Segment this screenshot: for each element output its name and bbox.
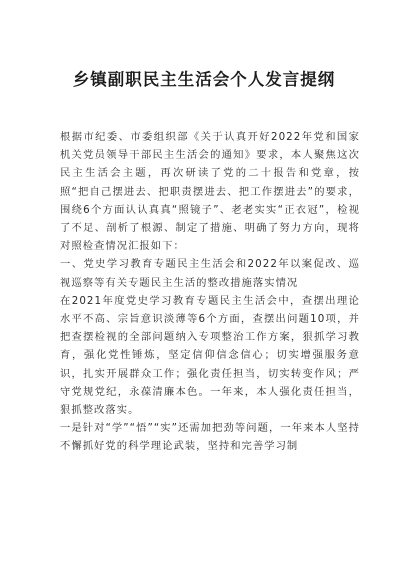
document-body (60, 128, 360, 456)
paragraph-intro: 根据市纪委、市委组织部《关于认真开好2022年党和国家机关党员领导干部民主生活会的通知》要求，本人聚焦这次民主生活会主题，再次研读了党的二十报告和党章，按照“把自己摆进去、把职责摆进去、把工作摆进去”的要求，围绕6个方面认认真真“照镜子”、老老实实“正衣冠”，检视了不足、剖析了根源、制定了措施、明确了努力方向，现将对照检查情况汇报如下： (60, 131, 360, 253)
section-heading-1: 一、党史学习教育专题民主生活会和2022年以案促改、巡视巡察等有关专题民主生活的整改措施落实情况 (60, 258, 360, 289)
paragraph-point-1: 一是针对“学”“悟”“实”还需加把劲等问题，一年来本人坚持不懈抓好党的科学理论武装，坚持和完善学习制 (60, 422, 360, 453)
paragraph-rectification: 在2021年度党史学习教育专题民主生活会中，查摆出理论水平不高、宗旨意识淡薄等6个方面，查摆出问题10项，并把查摆检视的全部问题纳入专项整治工作方案，狠抓学习教育，强化党性锤炼，坚定信仰信念信心；切实增强服务意识，扎实开展群众工作；强化责任担当，切实转变作风；严守党规党纪，永葆清廉本色。一年来，本人强化责任担当，狠抓整改落实。 (60, 294, 360, 417)
document-title: 乡镇副职民主生活会个人发言提纲 (72, 70, 336, 89)
